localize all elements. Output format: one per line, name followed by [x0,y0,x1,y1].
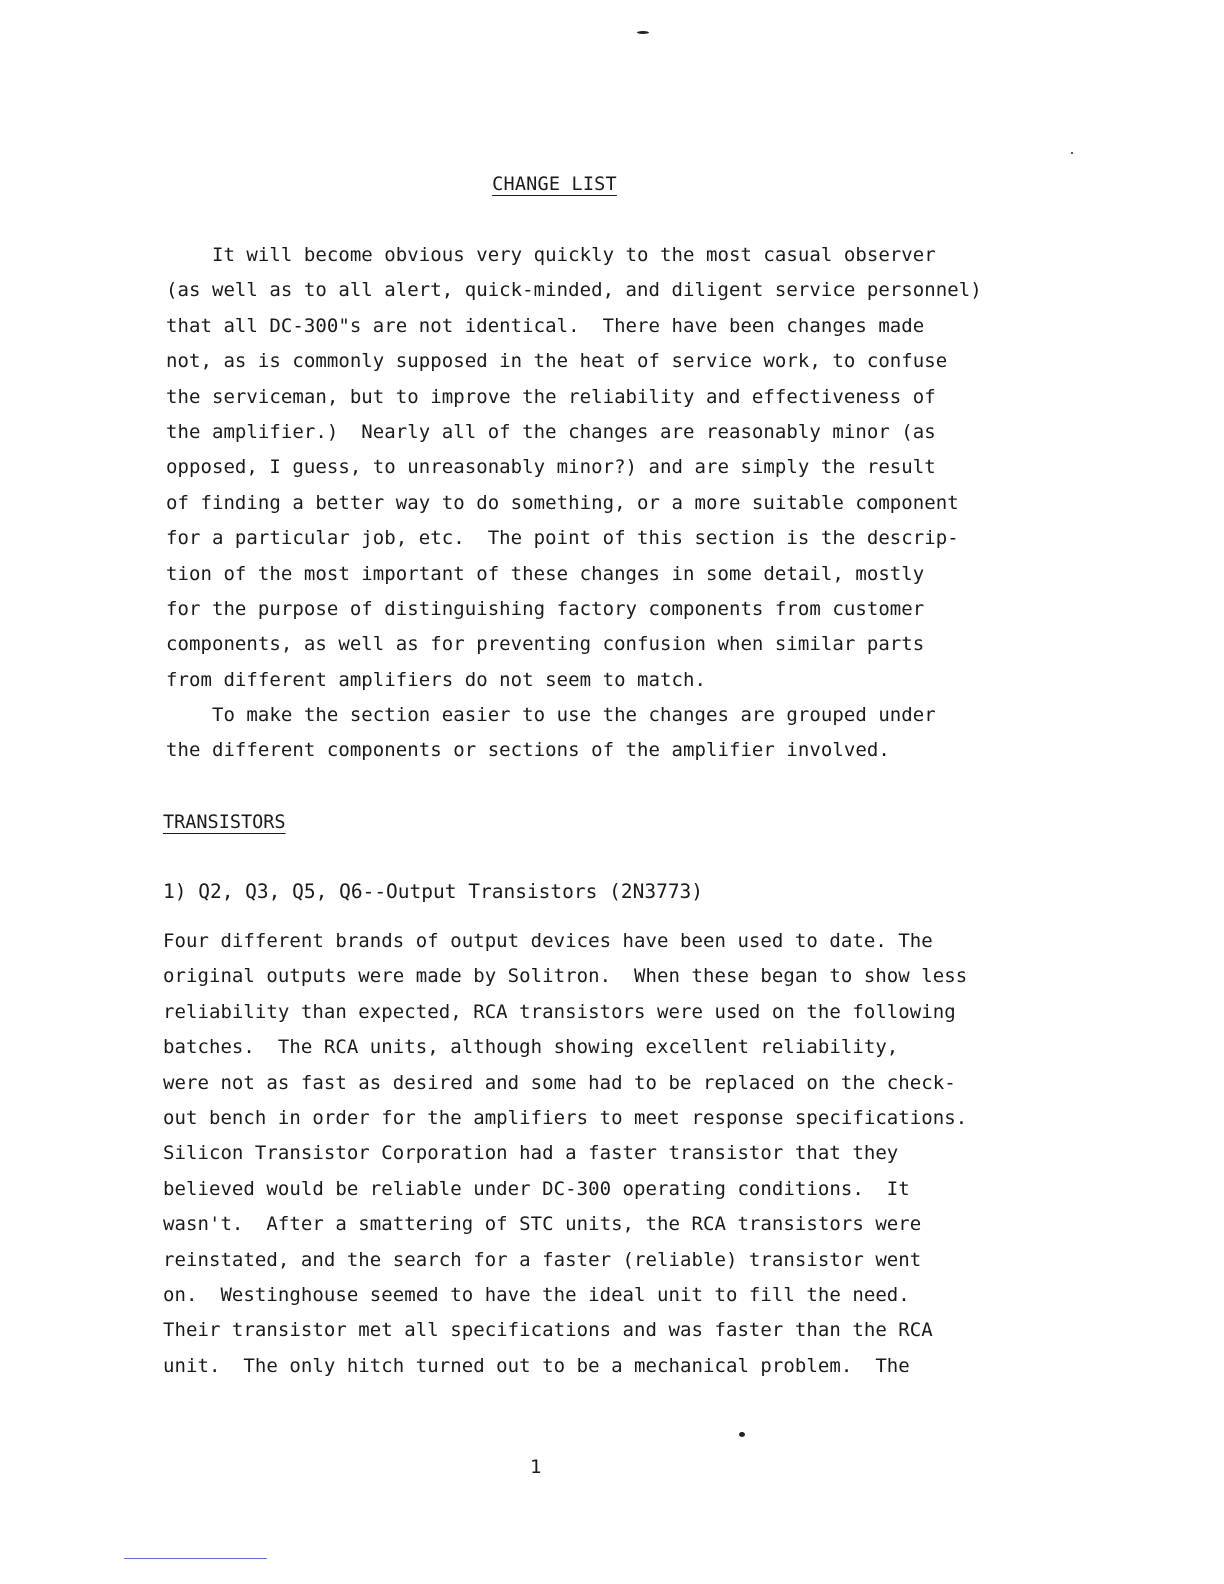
footer-rule [124,1558,267,1559]
text-line: unit. The only hitch turned out to be a mechanical problem. The [163,1354,910,1377]
text-line: tion of the most important of these changes in some detail, mostly [166,562,925,585]
text-line: were not as fast as desired and some had to be replaced on the check- [163,1071,956,1094]
text-line: reliability than expected, RCA transistors were used on the following [163,1000,956,1023]
text-line: opposed, I guess, to unreasonably minor?) and are simply the result [166,456,936,479]
text-line: Four different brands of output devices have been used to date. The [163,930,933,952]
text-line: of finding a better way to do something, or a more suitable component [166,491,959,514]
text-line: from different amplifiers do not seem to match. [166,668,706,691]
document-title: CHANGE LIST [492,174,617,195]
text-line: for a particular job, etc. The point of this section is the descrip- [166,527,959,550]
text-line: wasn't. After a smattering of STC units, the RCA transistors were [163,1213,922,1236]
text-line: components, as well as for preventing confusion when similar parts [166,633,925,656]
text-line: the different components or sections of the amplifier involved. [166,739,890,762]
text-line: original outputs were made by Solitron. When these began to show less [163,965,968,988]
transistors-body-paragraph [163,924,1023,1384]
scan-speck-bottom [739,1432,745,1437]
text-line: reinstated, and the search for a faster (reliable) transistor went [163,1248,922,1271]
text-line: not, as is commonly supposed in the heat of service work, to confuse [166,350,948,373]
text-line: the amplifier.) Nearly all of the changes are reasonably minor (as [166,420,936,443]
text-line: on. Westinghouse seemed to have the ideal unit to fill the need. [163,1283,910,1306]
subsection-heading-output-transistors: 1) Q2, Q3, Q5, Q6--Output Transistors (2N3773) [163,880,704,903]
text-line: It will become obvious very quickly to the most casual observer [166,244,936,266]
section-heading-transistors: TRANSISTORS [163,812,286,833]
text-line: batches. The RCA units, although showing excellent reliability, [163,1036,899,1059]
text-line: (as well as to all alert, quick-minded, and diligent service personnel) [166,279,982,302]
page-number: 1 [530,1456,542,1478]
text-line: that all DC-300"s are not identical. There have been changes made [166,314,925,337]
text-line: the serviceman, but to improve the reliability and effectiveness of [166,385,936,408]
text-line: Their transistor met all specifications and was faster than the RCA [163,1319,933,1342]
text-line: Silicon Transistor Corporation had a faster transistor that they [163,1142,899,1165]
text-line: believed would be reliable under DC-300 operating conditions. It [163,1177,910,1200]
intro-paragraph-1 [166,238,1026,698]
text-line: for the purpose of distinguishing factory components from customer [166,597,925,620]
text-line: To make the section easier to use the changes are grouped under [166,704,936,726]
scan-speck-right [1071,152,1073,154]
text-line: out bench in order for the amplifiers to meet response specifications. [163,1106,968,1129]
intro-paragraph-2 [166,698,1026,769]
scan-speck-top [637,31,649,34]
